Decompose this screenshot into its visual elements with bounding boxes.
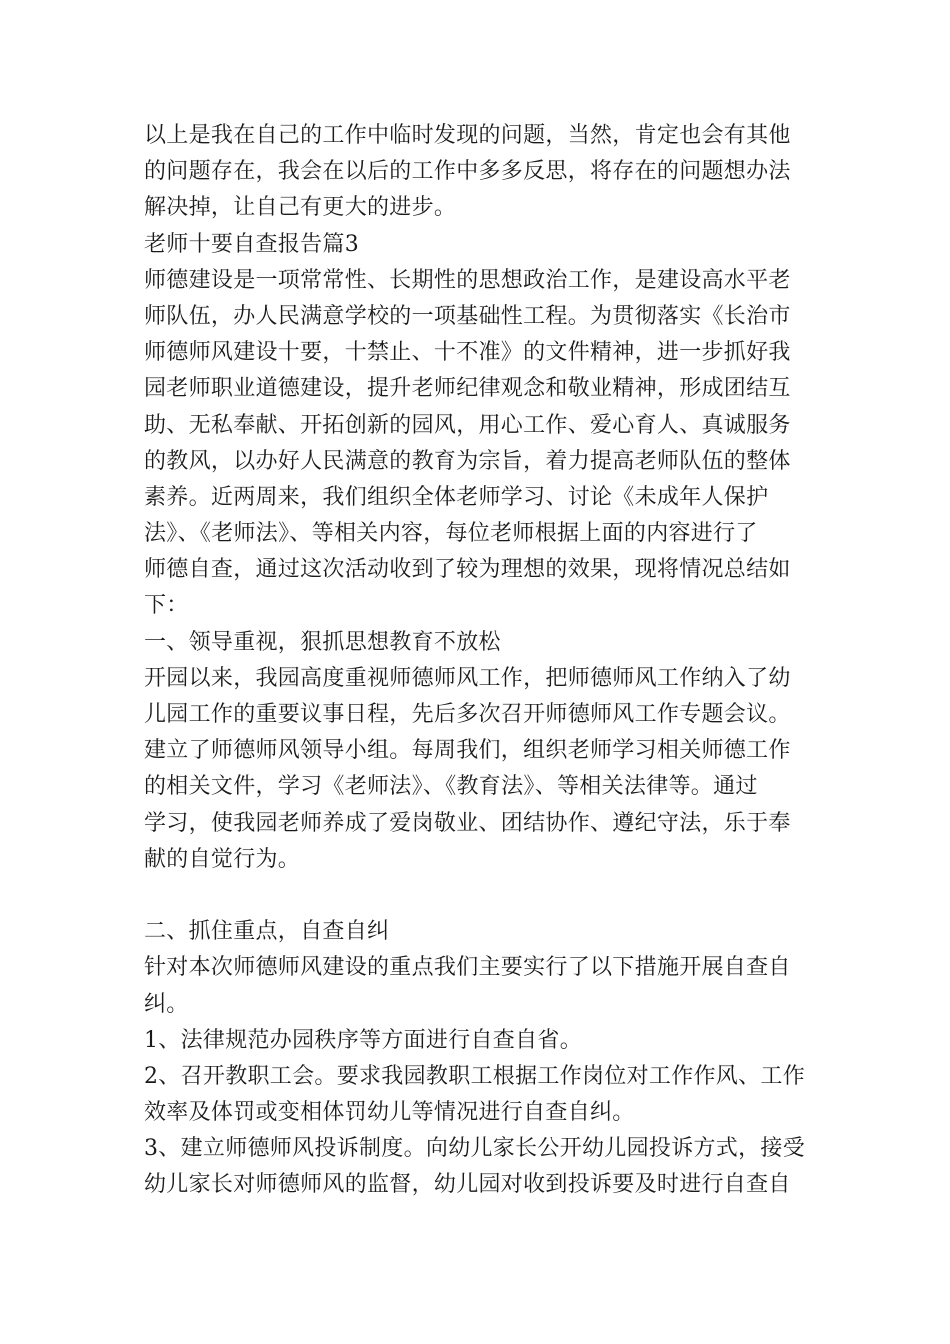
text-line: 师队伍，办人民满意学校的一项基础性工程。为贯彻落实《长治市 xyxy=(144,303,791,329)
text-line: 以上是我在自己的工作中临时发现的问题，当然，肯定也会有其他 xyxy=(144,123,791,148)
document-body xyxy=(144,118,812,1204)
text-line: 的教风，以办好人民满意的教育为宗旨，着力提高老师队伍的整体 xyxy=(144,448,791,474)
list-item: 2、召开教职工会。要求我园教职工根据工作岗位对工作作风、工作 xyxy=(144,1063,805,1089)
list-item: 3、建立师德师风投诉制度。向幼儿家长公开幼儿园投诉方式，接受 xyxy=(144,1136,805,1162)
text-line: 建立了师德师风领导小组。每周我们，组织老师学习相关师德工作 xyxy=(144,738,791,764)
text-line: 下： xyxy=(144,593,189,619)
section-heading: 老师十要自查报告篇3 xyxy=(144,231,359,257)
text-line: 园老师职业道德建设，提升老师纪律观念和敬业精神，形成团结互 xyxy=(144,376,791,402)
text-line: 助、无私奉献、开拓创新的园风，用心工作、爱心育人、真诚服务 xyxy=(144,412,791,438)
text-line: 学习，使我园老师养成了爱岗敬业、团结协作、遵纪守法，乐于奉 xyxy=(144,810,791,836)
text-line: 的问题存在，我会在以后的工作中多多反思，将存在的问题想办法 xyxy=(144,159,791,185)
section-heading: 一、领导重视，狠抓思想教育不放松 xyxy=(144,629,501,655)
text-line: 解决掉，让自己有更大的进步。 xyxy=(144,195,457,221)
text-line: 效率及体罚或变相体罚幼儿等情况进行自查自纠。 xyxy=(144,1100,635,1126)
text-line: 儿园工作的重要议事日程，先后多次召开师德师风工作专题会议。 xyxy=(144,702,791,727)
text-line: 献的自觉行为。 xyxy=(144,846,301,872)
text-line: 开园以来，我园高度重视师德师风工作，把师德师风工作纳入了幼 xyxy=(144,665,791,691)
section-heading: 二、抓住重点，自查自纠 xyxy=(144,919,390,945)
text-line: 纠。 xyxy=(144,991,189,1017)
text-line: 幼儿家长对师德师风的监督，幼儿园对收到投诉要及时进行自查自 xyxy=(144,1172,791,1198)
text-line: 的相关文件，学习《老师法》、《教育法》、等相关法律等。通过 xyxy=(144,774,758,800)
text-line: 法》、《老师法》、等相关内容，每位老师根据上面的内容进行了 xyxy=(144,521,758,547)
text-line: 师德建设是一项常常性、长期性的思想政治工作，是建设高水平老 xyxy=(144,267,791,293)
text-line: 师德师风建设十要，十禁止、十不准》的文件精神，进一步抓好我 xyxy=(144,340,791,366)
blank-line xyxy=(144,878,812,914)
text-line: 师德自查，通过这次活动收到了较为理想的效果，现将情况总结如 xyxy=(144,557,791,583)
text-line: 针对本次师德师风建设的重点我们主要实行了以下措施开展自查自 xyxy=(144,955,791,981)
text-line: 素养。近两周来，我们组织全体老师学习、讨论《未成年人保护 xyxy=(144,484,769,510)
list-item: 1、法律规范办园秩序等方面进行自查自省。 xyxy=(144,1027,582,1053)
